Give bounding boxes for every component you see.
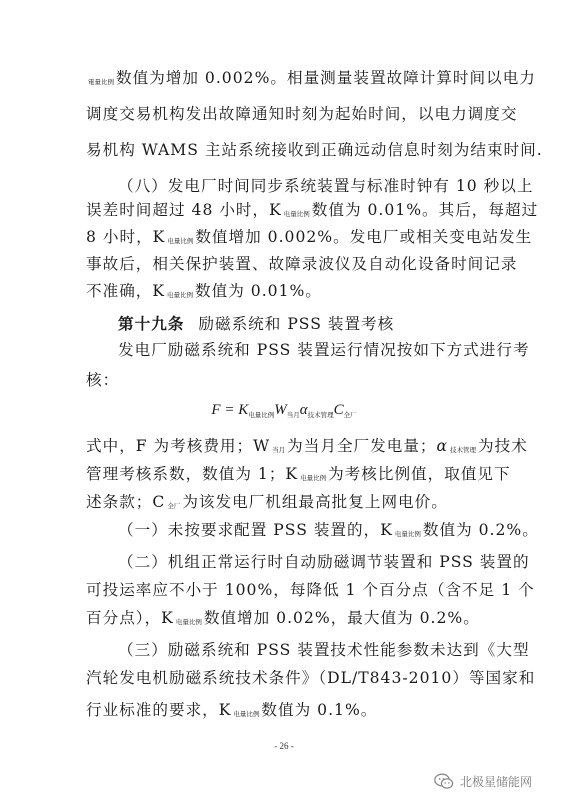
text-line: 汽轮发电机励磁系统技术条件》（DL/T843-2010）等国家和 — [86, 669, 536, 687]
text-line: 可投运率应不小于 100%，每降低 1 个百分点（含不足 1 个 — [86, 581, 535, 599]
article-heading — [118, 314, 518, 334]
watermark-text: 北极星储能网 — [459, 774, 532, 789]
formula: $F = K_{电量比例}W_{当月}\alpha_{技术管理}C_{全厂}$ — [211, 402, 357, 419]
text-line: 发电厂励磁系统和 PSS 装置运行情况按如下方式进行考 — [118, 341, 530, 359]
page-number: - 26 - — [274, 741, 294, 751]
text-line: （三）励磁系统和 PSS 装置技术性能参数未达到《大型 — [118, 641, 530, 659]
wechat-icon — [434, 773, 454, 790]
text-line: 误差时间超过 48 小时，K 电量比例 数值为 0.01%。其后，每超过 — [86, 201, 539, 219]
text-line: （八）发电厂时间同步系统装置与标准时钟有 10 秒以上 — [118, 177, 534, 195]
text-line: 百分点），K 电量比例 数值增加 0.02%，最大值为 0.2%。 — [86, 609, 480, 627]
text-line: 8 小时，K 电量比例 数值增加 0.002%。发电厂或相关变电站发生 — [86, 228, 533, 246]
article-number: 第十九条 — [118, 315, 185, 333]
text-line: 述条款；C 全厂 为该发电厂机组最高批复上网电价。 — [86, 493, 448, 511]
article-title: 励磁系统和 PSS 装置考核 — [198, 315, 395, 333]
text-line: 行业标准的要求，K 电量比例 数值为 0.1%。 — [86, 701, 378, 719]
text-line: 核： — [86, 371, 120, 389]
text-line: 式中，F 为考核费用；W 当月 为当月全厂发电量；α 技术管理 为技术 — [86, 437, 528, 455]
watermark — [434, 770, 532, 792]
text-line: （二）机组正常运行时自动励磁调节装置和 PSS 装置的 — [118, 553, 530, 571]
text-line: 管理考核系数，数值为 1；K 电量比例 为考核比例值，取值见下 — [86, 465, 511, 483]
text-line: 易机构 WAMS 主站系统接收到正确远动信息时刻为结束时间. — [86, 141, 543, 159]
text-line: （一）未按要求配置 PSS 装置的，K 电量比例 数值为 0.2%。 — [118, 521, 539, 539]
text-line: 不准确，K 电量比例 数值为 0.01%。 — [86, 282, 322, 300]
text-line: 事故后，相关保护装置、故障录波仪及自动化设备时间记录 — [86, 255, 518, 273]
text-line: 電量比例 数值为增加 0.002%。相量测量装置故障计算时间以电力 — [88, 69, 536, 87]
text-line: 调度交易机构发出故障通知时刻为起始时间，以电力调度交 — [86, 105, 518, 123]
